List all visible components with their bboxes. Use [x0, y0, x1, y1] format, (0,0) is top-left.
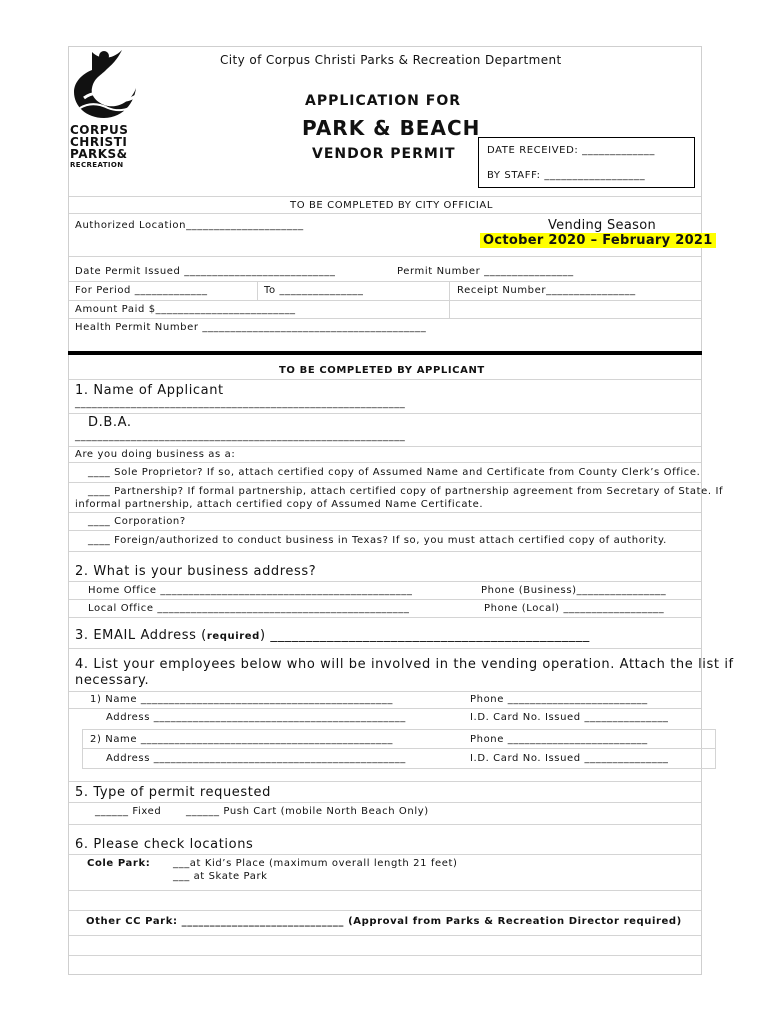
applicant-section-heading: TO BE COMPLETED BY APPLICANT [279, 365, 485, 376]
date-received-field[interactable]: DATE RECEIVED: _____________ [487, 145, 655, 156]
foreign-option[interactable]: ____ Foreign/authorized to conduct business in Texas? If so, you must attach certified copy of authority. [88, 535, 667, 546]
title-park-beach: PARK & BEACH [302, 116, 481, 140]
partnership-option-cont: informal partnership, attach certified copy of Assumed Name Certificate. [75, 499, 484, 510]
permit-fixed-option[interactable]: ______ Fixed [95, 806, 162, 817]
q3-email-line: ) _____________________________________________ [259, 628, 590, 643]
home-office-field[interactable]: Home Office _____________________________________________ [88, 585, 413, 596]
other-cc-park-field[interactable]: Other CC Park: _____________________________ (Approval from Parks & Recreation Director required) [86, 916, 682, 927]
employee2-id-field[interactable]: I.D. Card No. Issued _______________ [470, 753, 669, 764]
doing-business-as-label: Are you doing business as a: [75, 449, 236, 460]
employee2-phone-field[interactable]: Phone _________________________ [470, 734, 648, 745]
receipt-number-field[interactable]: Receipt Number________________ [457, 285, 636, 296]
title-application-for: APPLICATION FOR [305, 93, 462, 109]
title-vendor-permit: VENDOR PERMIT [312, 146, 456, 162]
q5-permit-type: 5. Type of permit requested [75, 785, 271, 800]
local-office-field[interactable]: Local Office _____________________________________________ [88, 603, 410, 614]
q4-employees: 4. List your employees below who will be involved in the vending operation. Attach the list if [75, 657, 734, 672]
q1-name-of-applicant: 1. Name of Applicant [75, 383, 224, 398]
dba-label: D.B.A. [88, 415, 132, 430]
q2-business-address: 2. What is your business address? [75, 564, 317, 579]
amount-paid-field[interactable]: Amount Paid $_________________________ [75, 304, 296, 315]
employee1-phone-field[interactable]: Phone _________________________ [470, 694, 648, 705]
permit-push-cart-option[interactable]: ______ Push Cart (mobile North Beach Only) [186, 806, 429, 817]
logo-text-parks: PARKS& [70, 147, 128, 161]
employee1-name-field[interactable]: 1) Name _____________________________________________ [90, 694, 393, 705]
logo-text-recreation: RECREATION [70, 161, 124, 169]
q3-email-address[interactable] [75, 628, 590, 643]
corporation-option[interactable]: ____ Corporation? [88, 516, 186, 527]
authorized-location-field[interactable]: Authorized Location_____________________ [75, 220, 304, 231]
logo-emblem-icon [70, 48, 142, 122]
employee1-id-field[interactable]: I.D. Card No. Issued _______________ [470, 712, 669, 723]
logo-text-christi: CHRISTI [70, 135, 128, 149]
to-field[interactable]: To _______________ [264, 285, 364, 296]
q3-required: required [206, 631, 260, 642]
q6-locations: 6. Please check locations [75, 837, 254, 852]
employee2-name-field[interactable]: 2) Name _____________________________________________ [90, 734, 393, 745]
for-period-field[interactable]: For Period _____________ [75, 285, 208, 296]
partnership-option[interactable]: ____ Partnership? If formal partnership, attach certified copy of partnership agreement from Secretary of State. If [88, 486, 724, 497]
q3-label: 3. EMAIL Address ( [75, 628, 207, 643]
cole-park-label: Cole Park: [87, 858, 151, 869]
health-permit-field[interactable]: Health Permit Number ________________________________________ [75, 322, 427, 333]
by-staff-field[interactable]: BY STAFF: __________________ [487, 170, 646, 181]
official-section-heading: TO BE COMPLETED BY CITY OFFICIAL [290, 200, 494, 211]
phone-business-field[interactable]: Phone (Business)________________ [481, 585, 667, 596]
employee1-address-field[interactable]: Address _____________________________________________ [106, 712, 406, 723]
kids-place-option[interactable]: ___at Kid’s Place (maximum overall length 21 feet) [173, 858, 458, 869]
dba-field[interactable]: ___________________________________________________________ [75, 431, 406, 442]
permit-number-field[interactable]: Permit Number ________________ [397, 266, 574, 277]
logo-text-corpus: CORPUS [70, 123, 129, 137]
employee2-address-field[interactable]: Address _____________________________________________ [106, 753, 406, 764]
vending-season-label: Vending Season [548, 218, 656, 233]
applicant-name-field[interactable]: ___________________________________________________________ [75, 398, 406, 409]
phone-local-field[interactable]: Phone (Local) __________________ [484, 603, 665, 614]
date-permit-issued-field[interactable]: Date Permit Issued ___________________________ [75, 266, 336, 277]
sole-proprietor-option[interactable]: ____ Sole Proprietor? If so, attach certified copy of Assumed Name and Certificate from County Clerk’s Office. [88, 467, 701, 478]
staff-box [478, 137, 695, 188]
skate-park-option[interactable]: ___ at Skate Park [173, 871, 268, 882]
section-divider [68, 351, 702, 355]
logo [70, 48, 142, 172]
department-name: City of Corpus Christi Parks & Recreation Department [220, 53, 562, 67]
q4-employees-cont: necessary. [75, 673, 150, 688]
vending-season-dates: October 2020 – February 2021 [480, 233, 716, 248]
